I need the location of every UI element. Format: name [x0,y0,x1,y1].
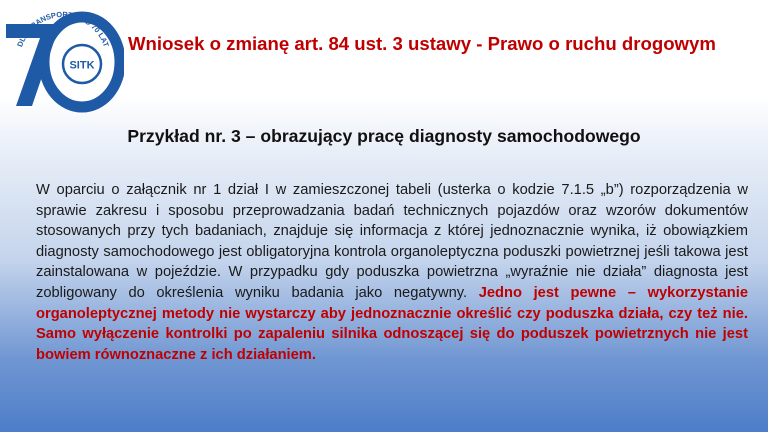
paragraph-normal-text: W oparciu o załącznik nr 1 dział I w zamieszczonej tabeli (usterka o kodzie 7.1.5 „b”) rozporządzenia w sprawie zakresu i sposobu przeprowadzania badań technicznych pojazdów oraz wzorów dokumentów stosowanych przy tych badaniach, znajduje się informacja z której jednoznacznie wynika, iż obowiązkiem diagnosty samochodowego jest obligatoryjna kontrola organoleptyczna poduszki powietrznej jeśli takowa jest zainstalowana w pojeździe. W przypadku gdy poduszka powietrzna „wyraźnie nie działa” diagnosta jest zobligowany do określenia wyniku badania jako negatywny. [36,182,748,301]
sitk-70-logo-graphic [2,2,124,114]
paragraph-highlight-text: Jedno jest pewne – wykorzystanie organoleptycznej metody nie wystarczy aby jednoznacznie określić czy poduszka działa, czy też nie. Samo wyłączenie kontrolki po zapaleniu silnika odnoszącej się do poduszek powietrznych nie jest bowiem równoznaczne z ich działaniem. [36,284,748,363]
slide-subtitle: Przykład nr. 3 – obrazujący pracę diagnosty samochodowego [127,126,641,146]
logo-emblem-text: SITK [69,59,95,72]
logo-years: 1946-2016 [65,102,99,109]
body-paragraph [36,180,748,365]
page-title: Wniosek o zmianę art. 84 ust. 3 ustawy - Prawo o ruchu drogowym [128,33,716,54]
sitk-70-logo [2,2,124,114]
logo-arc-text: DLA TRANSPORTU OD 70 LAT [15,9,111,49]
